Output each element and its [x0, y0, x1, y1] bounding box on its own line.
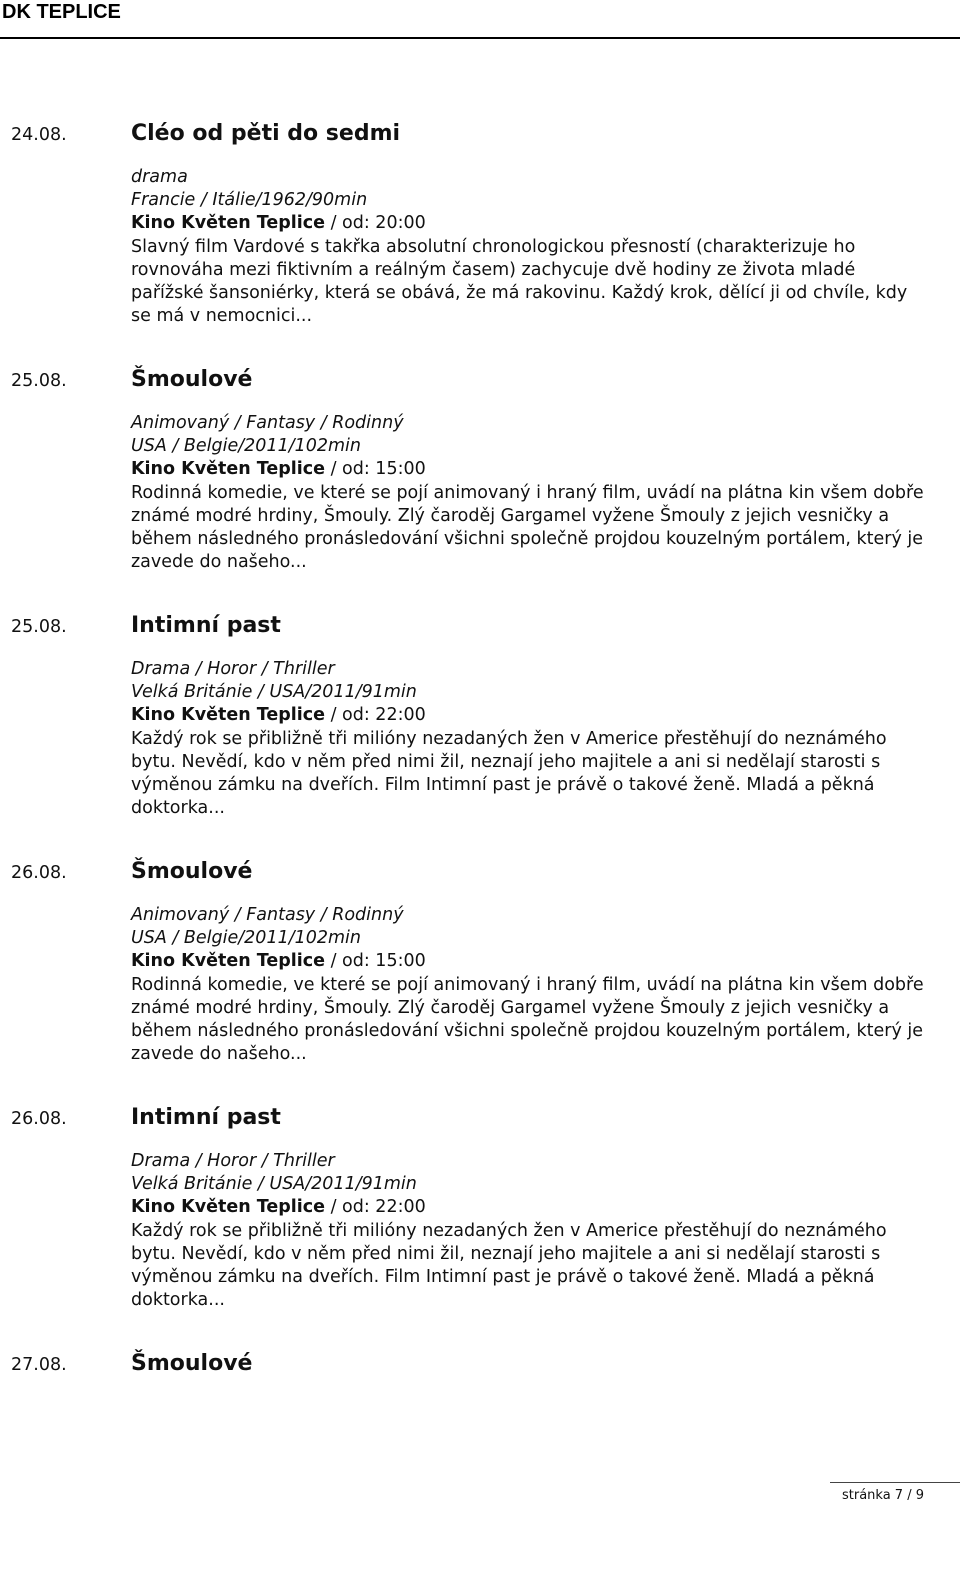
entry-title: Šmoulové [131, 859, 253, 884]
entry-date: 27.08. [11, 1355, 67, 1375]
page-number: stránka 7 / 9 [841, 1488, 924, 1503]
entry-genre: drama [131, 167, 188, 187]
programme-entry [0, 1348, 960, 1594]
entry-body [131, 1150, 931, 1312]
entry-title: Šmoulové [131, 1351, 253, 1376]
entry-cinema-line [131, 1196, 931, 1219]
entry-origin: Velká Británie / USA/2011/91min [131, 1174, 417, 1195]
entry-cinema: Kino Květen Teplice [131, 459, 326, 480]
programme-list [0, 118, 960, 1594]
entry-body [131, 166, 931, 328]
entry-title: Intimní past [131, 1105, 281, 1130]
header-divider [0, 37, 960, 39]
entry-cinema: Kino Květen Teplice [131, 705, 326, 726]
programme-entry [0, 118, 960, 364]
entry-origin: USA / Belgie/2011/102min [131, 436, 362, 457]
programme-entry [0, 1102, 960, 1348]
entry-origin: Francie / Itálie/1962/90min [131, 190, 368, 211]
entry-description: Každý rok se přibližně tři milióny nezadaných žen v Americe přestěhují do neznámého bytu. Nevědí, kdo v něm před nimi žil, neznají jeho majitele a ani si nedělají starosti s výměnou zámku na dveřích. Film Intimní past je právě o takové ženě. Mladá a pěkná doktorka... [131, 728, 887, 819]
entry-time: / od: 15:00 [325, 951, 426, 972]
footer-divider [830, 1482, 960, 1483]
entry-body [131, 904, 931, 1066]
entry-title: Šmoulové [131, 367, 253, 392]
entry-genre: Animovaný / Fantasy / Rodinný [131, 413, 404, 433]
page-header-title: DK TEPLICE [2, 1, 121, 23]
entry-time: / od: 20:00 [325, 213, 426, 234]
programme-entry [0, 610, 960, 856]
entry-cinema-line [131, 212, 931, 235]
entry-date: 24.08. [11, 125, 67, 145]
entry-cinema-line [131, 704, 931, 727]
entry-description: Slavný film Vardové s takřka absolutní chronologickou přesností (charakterizuje ho rovnováha mezi fiktivním a reálným časem) zachycuje dvě hodiny ze života mladé pařížské šansoniérky, která se obává, že má rakovinu. Každý krok, dělící ji od chvíle, kdy se má v nemocnici... [131, 236, 908, 327]
entry-origin: USA / Belgie/2011/102min [131, 928, 362, 949]
entry-cinema-line [131, 458, 931, 481]
entry-description: Každý rok se přibližně tři milióny nezadaných žen v Americe přestěhují do neznámého bytu. Nevědí, kdo v něm před nimi žil, neznají jeho majitele a ani si nedělají starosti s výměnou zámku na dveřích. Film Intimní past je právě o takové ženě. Mladá a pěkná doktorka... [131, 1220, 887, 1311]
entry-cinema-line [131, 950, 931, 973]
entry-description: Rodinná komedie, ve které se pojí animovaný i hraný film, uvádí na plátna kin všem dobře známé modré hrdiny, Šmouly. Zlý čaroděj Gargamel vyžene Šmouly z jejich vesničky a během následného pronásledování všichni společně projdou kouzelným portálem, který je zavede do našeho... [131, 482, 924, 573]
entry-title: Intimní past [131, 613, 281, 638]
entry-title: Cléo od pěti do sedmi [131, 121, 401, 146]
entry-cinema: Kino Květen Teplice [131, 951, 326, 972]
entry-date: 26.08. [11, 863, 67, 883]
entry-genre: Drama / Horor / Thriller [131, 659, 335, 679]
entry-date: 26.08. [11, 1109, 67, 1129]
entry-description: Rodinná komedie, ve které se pojí animovaný i hraný film, uvádí na plátna kin všem dobře známé modré hrdiny, Šmouly. Zlý čaroděj Gargamel vyžene Šmouly z jejich vesničky a během následného pronásledování všichni společně projdou kouzelným portálem, který je zavede do našeho... [131, 974, 924, 1065]
entry-genre: Animovaný / Fantasy / Rodinný [131, 905, 404, 925]
entry-body [131, 412, 931, 574]
entry-time: / od: 22:00 [325, 705, 426, 726]
entry-body [131, 658, 931, 820]
entry-time: / od: 22:00 [325, 1197, 426, 1218]
entry-time: / od: 15:00 [325, 459, 426, 480]
entry-genre: Drama / Horor / Thriller [131, 1151, 335, 1171]
entry-origin: Velká Británie / USA/2011/91min [131, 682, 417, 703]
programme-entry [0, 364, 960, 610]
entry-date: 25.08. [11, 617, 67, 637]
entry-cinema: Kino Květen Teplice [131, 1197, 326, 1218]
entry-cinema: Kino Květen Teplice [131, 213, 326, 234]
entry-date: 25.08. [11, 371, 67, 391]
programme-entry [0, 856, 960, 1102]
